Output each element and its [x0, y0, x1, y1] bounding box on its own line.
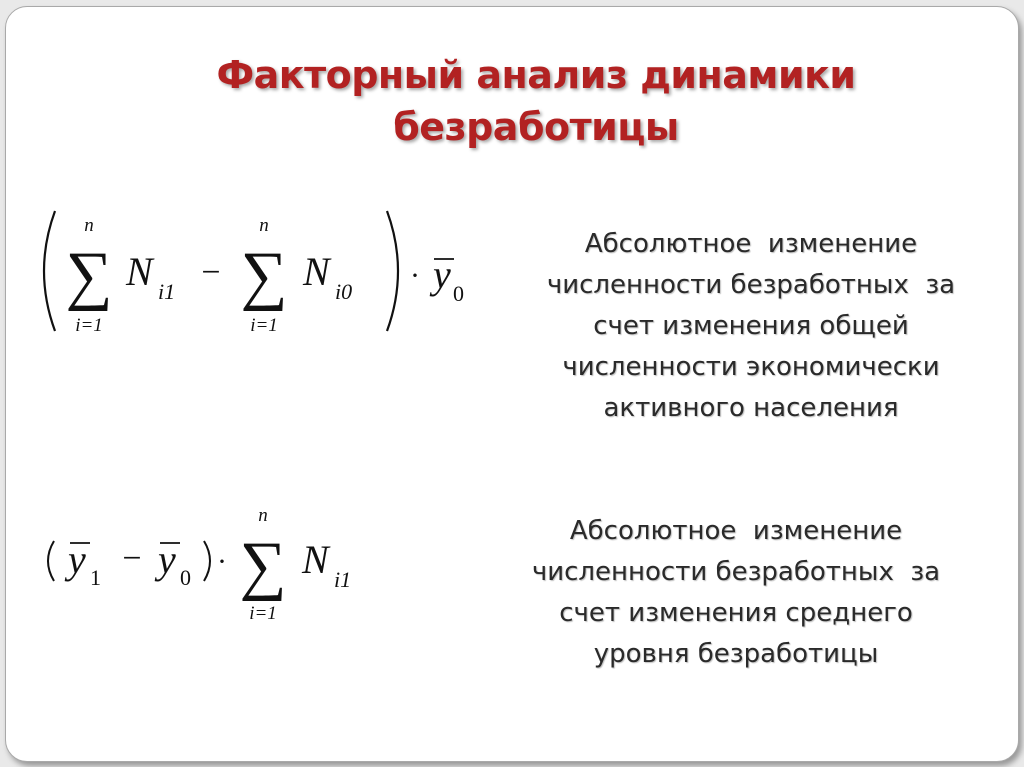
y1-symbol: y — [68, 537, 86, 582]
desc1-line: счет изменения общей — [593, 311, 909, 341]
title-line-2: безработицы — [393, 105, 679, 149]
y1-subscript: 1 — [90, 565, 101, 590]
desc2-line: численности безработных за — [531, 557, 941, 587]
sum1-upper: n — [84, 215, 94, 236]
multiply-dot: · — [217, 545, 227, 578]
desc2-line: Абсолютное изменение — [569, 516, 903, 546]
desc2-line: уровня безработицы — [593, 639, 879, 669]
sum1-sigma: ∑ — [65, 239, 113, 312]
minus-sign: − — [201, 254, 221, 291]
desc1-line: численности экономически — [562, 352, 940, 382]
sum2-lower: i=1 — [250, 315, 278, 336]
y0-subscript: 0 — [180, 565, 191, 590]
sum-subscript: i1 — [334, 567, 352, 592]
sum-lower: i=1 — [249, 603, 277, 624]
sum1-lower: i=1 — [75, 315, 103, 336]
formula-1-description — [501, 224, 1001, 429]
slide-title — [156, 49, 916, 153]
left-paren — [48, 541, 54, 581]
sum2-sigma: ∑ — [240, 239, 288, 312]
multiply-dot: · — [410, 259, 420, 292]
sum2-term: N — [303, 249, 330, 294]
formula-2 — [36, 501, 376, 631]
formula-1 — [31, 203, 491, 343]
right-paren — [387, 211, 398, 331]
desc1-line: численности безработных за — [546, 270, 956, 300]
desc2-line: счет изменения среднего — [559, 598, 913, 628]
sum2-upper: n — [259, 215, 269, 236]
y0-subscript: 0 — [453, 281, 464, 306]
slide — [5, 6, 1019, 762]
minus-sign: − — [122, 540, 142, 577]
y0-symbol: y — [433, 252, 451, 297]
sum1-term: N — [126, 249, 153, 294]
desc1-line: Абсолютное изменение — [584, 229, 918, 259]
sum1-subscript: i1 — [158, 279, 176, 304]
desc1-line: активного населения — [603, 393, 899, 423]
y0-symbol: y — [158, 537, 176, 582]
right-paren — [204, 541, 210, 581]
sum-sigma: ∑ — [239, 529, 287, 602]
sum-upper: n — [258, 505, 268, 526]
formula-2-description — [486, 511, 986, 675]
sum2-subscript: i0 — [335, 279, 353, 304]
sum-term: N — [302, 537, 329, 582]
left-paren — [44, 211, 55, 331]
title-line-1: Факторный анализ динамики — [216, 53, 856, 97]
